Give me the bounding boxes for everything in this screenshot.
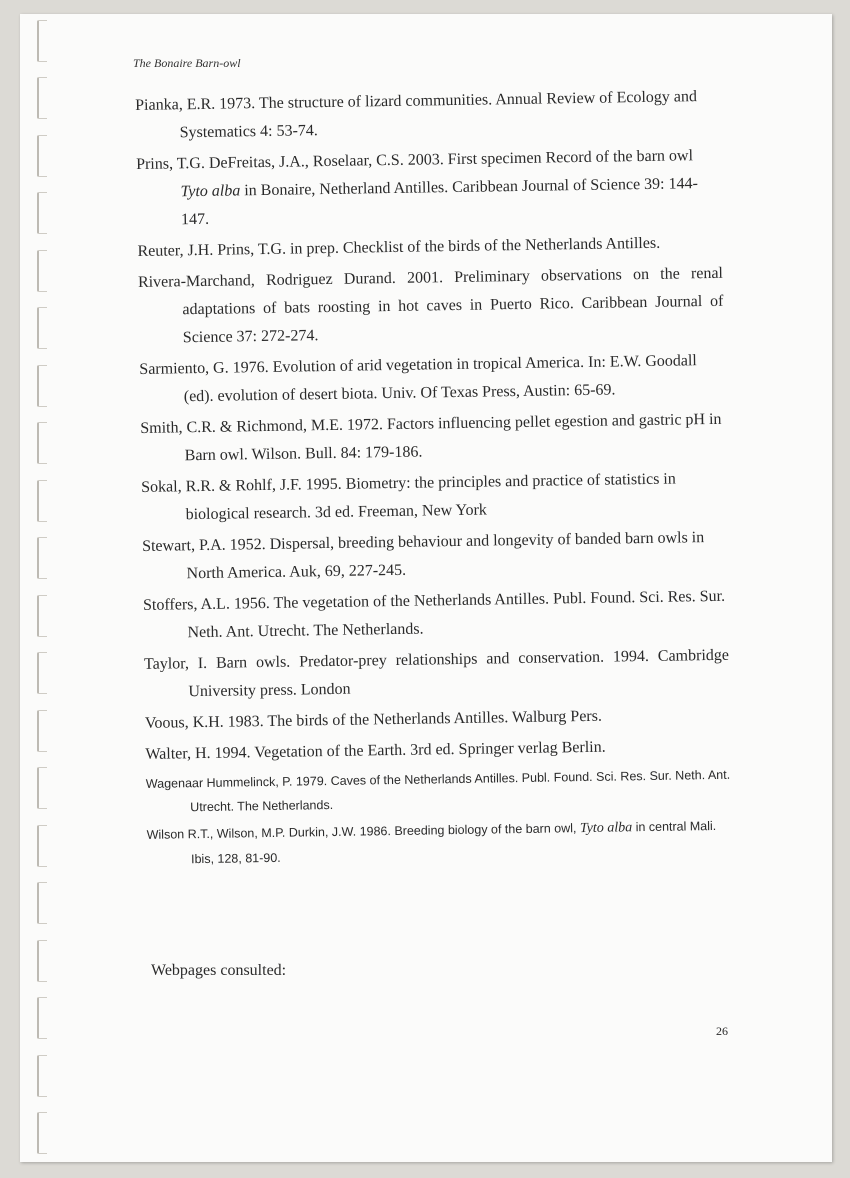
reference-stoffers: Stoffers, A.L. 1956. The vegetation of the Netherlands Antilles. Publ. Found. Sci. Res. Sur. Neth. Ant. Utrecht. The Netherlands. (142, 587, 726, 642)
binding-holes (37, 20, 51, 1160)
reference-stewart: Stewart, P.A. 1952. Dispersal, breeding behaviour and longevity of banded barn owls in North America. Auk, 69, 227-245. (142, 529, 705, 583)
reference-wagenaar-hummelinck: Wagenaar Hummelinck, P. 1979. Caves of the Netherlands Antilles. Publ. Found. Sci. Res. Sur. Neth. Ant. Utrecht. The Netherlands. (145, 767, 731, 815)
reference-prins: Prins, T.G. DeFreitas, J.A., Roselaar, C.S. 2003. First specimen Record of the barn owl Tyto alba in Bonaire, Netherland Antilles. Caribbean Journal of Science 39: 144-147. (136, 147, 699, 229)
page-number: 26 (716, 1024, 728, 1038)
reference-wilson: Wilson R.T., Wilson, M.P. Durkin, J.W. 1986. Breeding biology of the barn owl, Tyto alba in central Mali. Ibis, 128, 81-90. (146, 818, 717, 867)
reference-list (135, 83, 732, 875)
reference-pianka: Pianka, E.R. 1973. The structure of lizard communities. Annual Review of Ecology and Systematics 4: 53-74. (135, 88, 698, 142)
running-title: The Bonaire Barn-owl (133, 56, 241, 70)
reference-rivera-marchand: Rivera-Marchand, Rodriguez Durand. 2001. Preliminary observations on the renal adaptations of bats roosting in hot caves in Puerto Rico. Caribbean Journal of Science 37: 272-274. (137, 264, 724, 347)
reference-sarmiento: Sarmiento, G. 1976. Evolution of arid vegetation in tropical America. In: E.W. Goodall (ed). evolution of desert biota. Univ. Of Texas Press, Austin: 65-69. (139, 352, 697, 406)
reference-taylor: Taylor, I. Barn owls. Predator-prey relationships and conservation. 1994. Cambridge University press. London (143, 646, 730, 701)
reference-smith: Smith, C.R. & Richmond, M.E. 1972. Factors influencing pellet egestion and gastric pH in Barn owl. Wilson. Bull. 84: 179-186. (140, 410, 722, 465)
reference-voous: Voous, K.H. 1983. The birds of the Netherlands Antilles. Walburg Pers. (144, 707, 603, 732)
reference-walter: Walter, H. 1994. Vegetation of the Earth. 3rd ed. Springer verlag Berlin. (145, 738, 606, 763)
reference-reuter: Reuter, J.H. Prins, T.G. in prep. Checklist of the birds of the Netherlands Antilles. (137, 234, 661, 260)
webpages-heading: Webpages consulted: (151, 962, 287, 979)
reference-sokal: Sokal, R.R. & Rohlf, J.F. 1995. Biometry: the principles and practice of statistics in biological research. 3d ed. Freeman, New York (141, 470, 676, 524)
